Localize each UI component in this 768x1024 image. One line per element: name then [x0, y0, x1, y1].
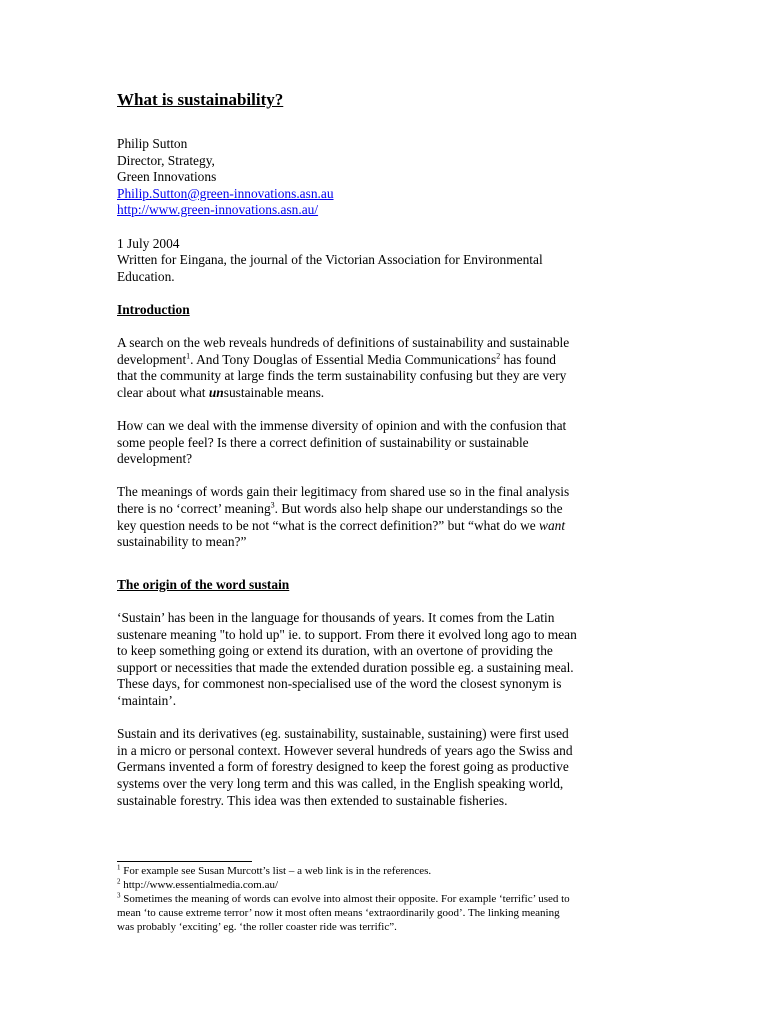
footnotes — [117, 864, 657, 934]
intro-paragraph-2: How can we deal with the immense diversity of opinion and with the confusion that some people feel? Is there a correct definition of sustainability or sustainable development? — [117, 418, 567, 467]
footnote-ref-2: 2 — [496, 351, 501, 361]
footnote-divider — [117, 861, 252, 862]
footnote-3-line-3: was probably ‘exciting’ eg. ‘the roller coaster ride was terrific”. — [117, 921, 397, 933]
page-title: What is sustainability? — [117, 90, 284, 109]
author-name: Philip Sutton — [117, 136, 188, 151]
intro-paragraph-1: A search on the web reveals hundreds of definitions of sustainability and sustainable development$^1$. And Tony Douglas of Essential Media Communications$^2$ has found that the community at large finds the term sustainability confusing but they are very clear about what unsustainable means. — [117, 335, 570, 400]
footnote-2: $^2$ http://www.essentialmedia.com.au/ — [117, 877, 279, 891]
intro-paragraph-3: The meanings of words gain their legitimacy from shared use so in the final analysis there is no ‘correct’ meaning$^3$. But words also help shape our understandings so the key question needs to be not “what is the correct definition?” but “what do we want sustainability to mean?” — [117, 484, 570, 550]
section-heading-introduction: Introduction — [117, 301, 190, 317]
footnote-3: $^3$ Sometimes the meaning of words can evolve into almost their opposite. For example ‘terrific’ used to — [117, 891, 570, 905]
footnote-1: $^1$ For example see Susan Murcott’s list – a web link is in the references. — [117, 863, 432, 877]
footnote-ref-1: 1 — [186, 351, 191, 361]
footnote-ref-3: 3 — [270, 500, 275, 510]
emphasis-want: want — [539, 517, 566, 533]
author-role: Director, Strategy, — [117, 152, 215, 168]
emphasis-un: un — [208, 384, 224, 400]
written-for-line-1: Written for Eingana, the journal of the Victorian Association for Environmental — [117, 252, 543, 268]
written-for-line-2: Education. — [117, 268, 175, 284]
document-body — [117, 90, 657, 809]
origin-paragraph-2: Sustain and its derivatives (eg. sustainability, sustainable, sustaining) were first used in a micro or personal context. However several hundreds of years ago the Swiss and Germans invented a form of forestry designed to keep the forest going as productive systems over the very long term and this was called, in the English speaking world, sustainable forestry. This idea was then extended to sustainable fisheries. — [117, 726, 573, 808]
publication-date: 1 July 2004 — [117, 235, 180, 251]
author-email-link[interactable]: Philip.Sutton@green-innovations.asn.au — [117, 185, 334, 201]
section-heading-origin: The origin of the word sustain — [117, 576, 290, 592]
author-org: Green Innovations — [117, 169, 217, 185]
author-block — [117, 136, 657, 219]
author-website-link[interactable]: http://www.green-innovations.asn.au/ — [117, 202, 319, 218]
origin-paragraph-1: ‘Sustain’ has been in the language for thousands of years. It comes from the Latin sustenare meaning "to hold up" ie. to support. From there it evolved long ago to mean to keep something going or extend its duration, with an overtone of providing the support or necessities that made the extended duration possible eg. a sustaining meal. These days, for commonest non-specialised use of the word the closest synonym is ‘maintain’. — [117, 610, 577, 708]
publication-info — [117, 236, 657, 286]
footnote-3-line-2: mean ‘to cause extreme terror’ now it most often means ‘extraordinarily good’. The linking meaning — [117, 907, 560, 919]
